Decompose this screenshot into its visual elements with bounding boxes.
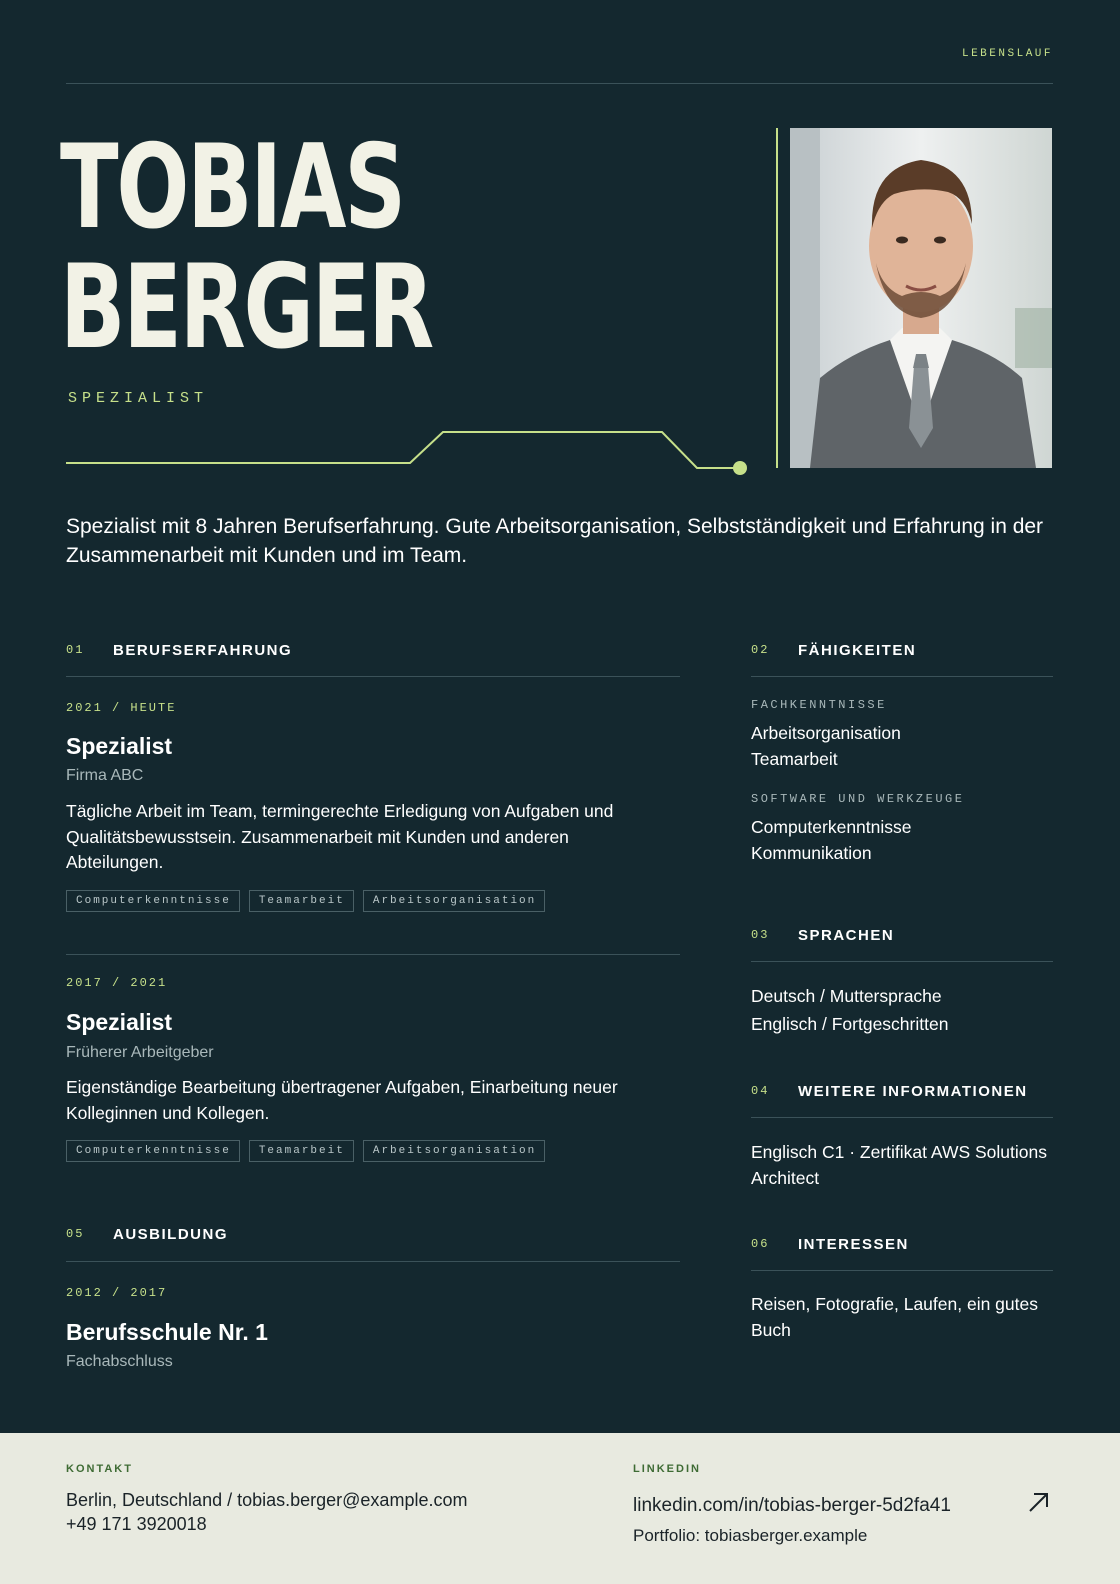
- job-title: Spezialist: [66, 1009, 173, 1035]
- job-dates: 2021 / HEUTE: [66, 701, 177, 715]
- job-description: Eigenständige Bearbeitung übertragener Aufgaben, Einarbeitung neuer Kolleginnen und Kollegen.: [66, 1077, 618, 1123]
- job-employer: Früherer Arbeitgeber: [66, 1044, 214, 1061]
- section-number: 06: [751, 1237, 770, 1251]
- more-info-header: [751, 1081, 1028, 1101]
- section-number: 04: [751, 1084, 770, 1098]
- language-item: Deutsch / Muttersprache: [751, 986, 942, 1006]
- skill-tag: Arbeitsorganisation: [363, 890, 545, 912]
- job-subtitle: SPEZIALIST: [68, 390, 209, 407]
- section-title: AUSBILDUNG: [113, 1225, 228, 1243]
- degree: Fachabschluss: [66, 1353, 173, 1370]
- job-employer: Firma ABC: [66, 767, 144, 784]
- contact-phone[interactable]: +49 171 3920018: [66, 1514, 207, 1534]
- job-description: Tägliche Arbeit im Team, termingerechte Erledigung von Aufgaben und Qualitätsbewusstsein. Zusammenarbeit mit Kunden und anderen Abteilungen.: [66, 801, 614, 872]
- more-info-text: Englisch C1 · Zertifikat AWS Solutions Architect: [751, 1142, 1047, 1188]
- document-label: LEBENSLAUF: [961, 48, 1053, 60]
- skill-tag: Computerkenntnisse: [66, 1140, 240, 1162]
- job-dates: 2017 / 2021: [66, 976, 168, 990]
- contact-footer: [0, 1433, 1120, 1584]
- skill-group-label: FACHKENNTNISSE: [751, 698, 887, 712]
- skill-tag: Teamarbeit: [249, 1140, 354, 1162]
- section-number: 01: [66, 643, 85, 657]
- section-divider: [66, 1261, 680, 1262]
- section-divider: [66, 676, 680, 677]
- section-title: BERUFSERFAHRUNG: [113, 641, 293, 659]
- job-tags: [66, 890, 545, 912]
- section-number: 02: [751, 643, 770, 657]
- linkedin-link[interactable]: linkedin.com/in/tobias-berger-5d2fa41: [633, 1495, 951, 1516]
- education-header: [66, 1224, 228, 1244]
- skill-item: Arbeitsorganisation: [751, 723, 901, 743]
- languages-header: [751, 925, 894, 945]
- section-divider: [751, 676, 1053, 677]
- skill-item: Computerkenntnisse: [751, 817, 912, 837]
- skill-item: Teamarbeit: [751, 749, 838, 769]
- decorative-line: [0, 0, 760, 480]
- skill-tag: Computerkenntnisse: [66, 890, 240, 912]
- skill-tag: Teamarbeit: [249, 890, 354, 912]
- profile-photo: [790, 128, 1052, 468]
- section-title: INTERESSEN: [798, 1235, 909, 1253]
- section-divider: [751, 1270, 1053, 1271]
- skills-header: [751, 640, 916, 660]
- job-title: Spezialist: [66, 733, 173, 759]
- job-tags: [66, 1140, 545, 1162]
- contact-location-email[interactable]: Berlin, Deutschland / tobias.berger@example.com: [66, 1490, 468, 1510]
- section-title: SPRACHEN: [798, 926, 895, 944]
- first-name: TOBIAS: [60, 120, 404, 255]
- last-name: BERGER: [60, 240, 433, 375]
- language-item: Englisch / Fortgeschritten: [751, 1014, 949, 1034]
- section-title: WEITERE INFORMATIONEN: [798, 1082, 1028, 1100]
- school-name: Berufsschule Nr. 1: [66, 1319, 268, 1345]
- section-title: FÄHIGKEITEN: [798, 641, 917, 659]
- contact-label: KONTAKT: [66, 1463, 133, 1475]
- experience-header: [66, 640, 292, 660]
- section-divider: [751, 961, 1053, 962]
- section-number: 03: [751, 928, 770, 942]
- education-dates: 2012 / 2017: [66, 1286, 168, 1300]
- external-link-arrow-icon[interactable]: [1026, 1489, 1052, 1515]
- profile-summary: Spezialist mit 8 Jahren Berufserfahrung. Gute Arbeitsorganisation, Selbstständigkeit und Erfahrung in der Zusammenarbeit mit Kunden und im Team.: [66, 515, 1044, 567]
- portfolio-link[interactable]: Portfolio: tobiasberger.example: [633, 1526, 868, 1545]
- interests-header: [751, 1234, 909, 1254]
- interests-text: Reisen, Fotografie, Laufen, ein gutes Buch: [751, 1294, 1038, 1340]
- section-number: 05: [66, 1227, 85, 1241]
- entry-divider: [66, 954, 680, 955]
- linkedin-label: LINKEDIN: [633, 1463, 701, 1475]
- photo-accent-rule: [776, 128, 778, 468]
- skill-tag: Arbeitsorganisation: [363, 1140, 545, 1162]
- skill-item: Kommunikation: [751, 843, 872, 863]
- section-divider: [751, 1117, 1053, 1118]
- skill-group-label: SOFTWARE UND WERKZEUGE: [751, 792, 965, 806]
